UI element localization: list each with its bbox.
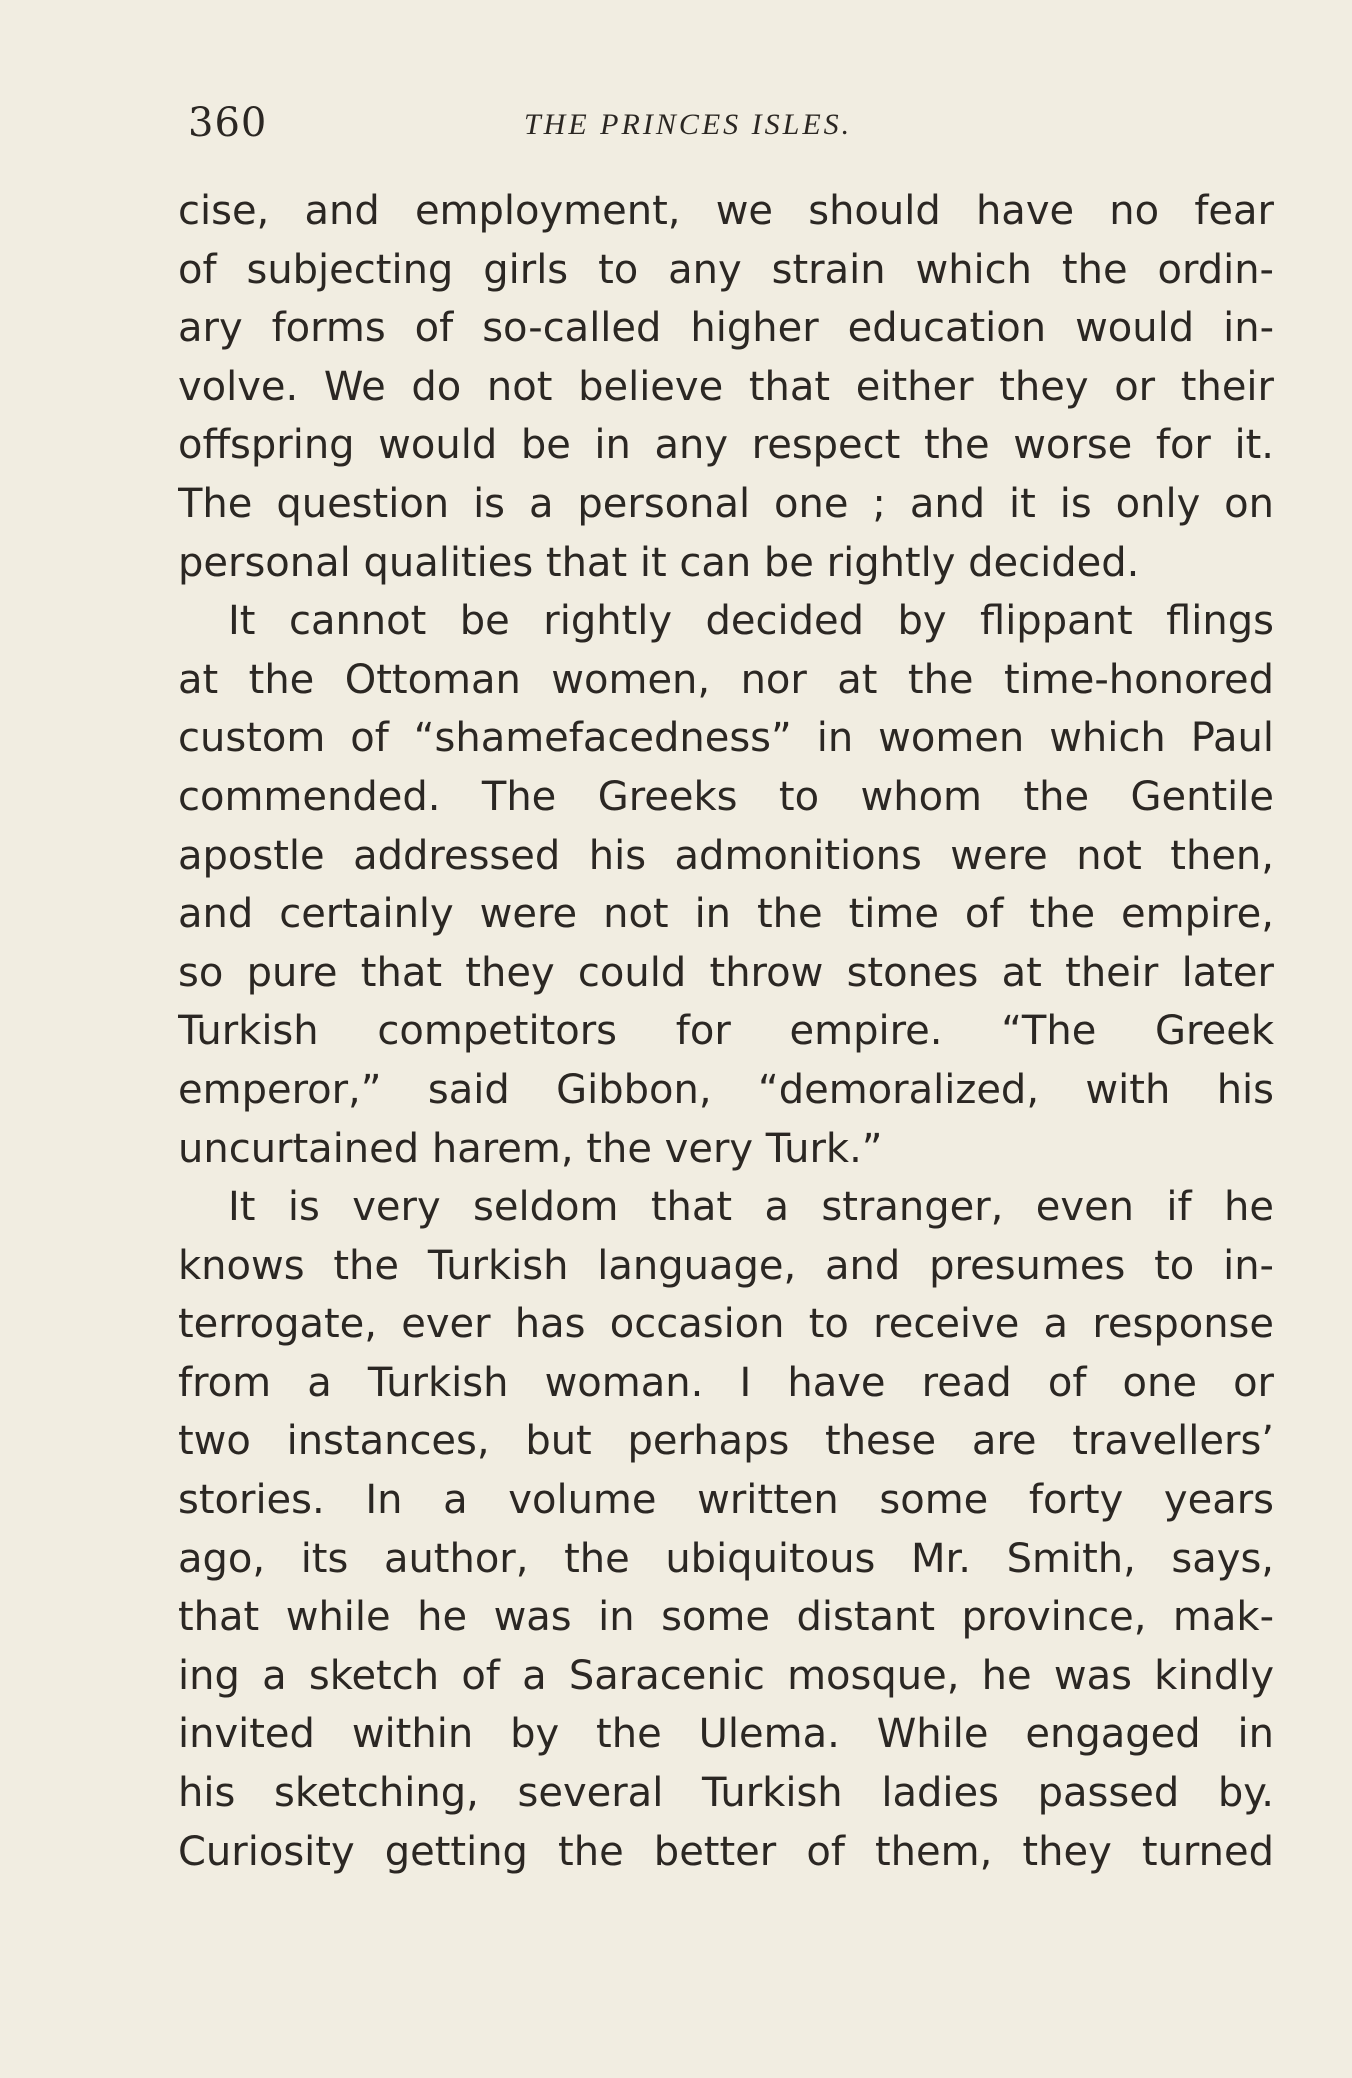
text-line: ago, its author, the ubiquitous Mr. Smith, says, [178,1535,1274,1582]
text-line: Curiosity getting the better of them, they turned [178,1828,1274,1875]
text-line: so pure that they could throw stones at their later [178,949,1274,996]
text-line: that while he was in some distant province, mak- [178,1594,1274,1641]
text-line: offspring would be in any respect the worse for it. [178,422,1274,469]
text-line: cise, and employment, we should have no fear [178,188,1274,234]
text-line: two instances, but perhaps these are travellers’ [178,1418,1274,1465]
text-line: stories. In a volume written some forty years [178,1477,1274,1524]
text-line: his sketching, several Turkish ladies passed by. [178,1770,1274,1817]
text-line: knows the Turkish language, and presumes to in- [178,1242,1274,1289]
text-line: from a Turkish woman. I have read of one or [178,1359,1274,1406]
text-line: apostle addressed his admonitions were not then, [178,832,1274,879]
text-line: Turkish competitors for empire. “The Greek [178,1008,1274,1055]
text-line: personal qualities that it can be rightly decided. [178,539,1140,586]
text-line: invited within by the Ulema. While engaged in [178,1711,1274,1758]
page-number: 360 [188,100,268,146]
text-line: uncurtained harem, the very Turk.” [178,1125,883,1172]
text-line: The question is a personal one ; and it is only on [178,480,1274,527]
running-title: THE PRINCES ISLES. [524,108,853,141]
text-line: and certainly were not in the time of the empire, [178,891,1274,938]
text-line: custom of “shamefacedness” in women which Paul [178,715,1274,762]
text-line: volve. We do not believe that either they or their [178,363,1274,410]
text-line: emperor,” said Gibbon, “demoralized, with his [178,1066,1274,1113]
text-line: ary forms of so-called higher education would in- [178,305,1274,352]
text-line: terrogate, ever has occasion to receive a response [178,1301,1274,1348]
text-line: It is very seldom that a stranger, even if he [228,1184,1274,1231]
text-line: of subjecting girls to any strain which the ordin- [178,246,1274,293]
text-line: at the Ottoman women, nor at the time-honored [178,656,1274,703]
text-line: commended. The Greeks to whom the Gentile [178,773,1274,820]
text-line: ing a sketch of a Saracenic mosque, he was kindly [178,1652,1274,1699]
text-line: It cannot be rightly decided by flippant flings [228,598,1274,645]
body-text [178,182,1274,1881]
